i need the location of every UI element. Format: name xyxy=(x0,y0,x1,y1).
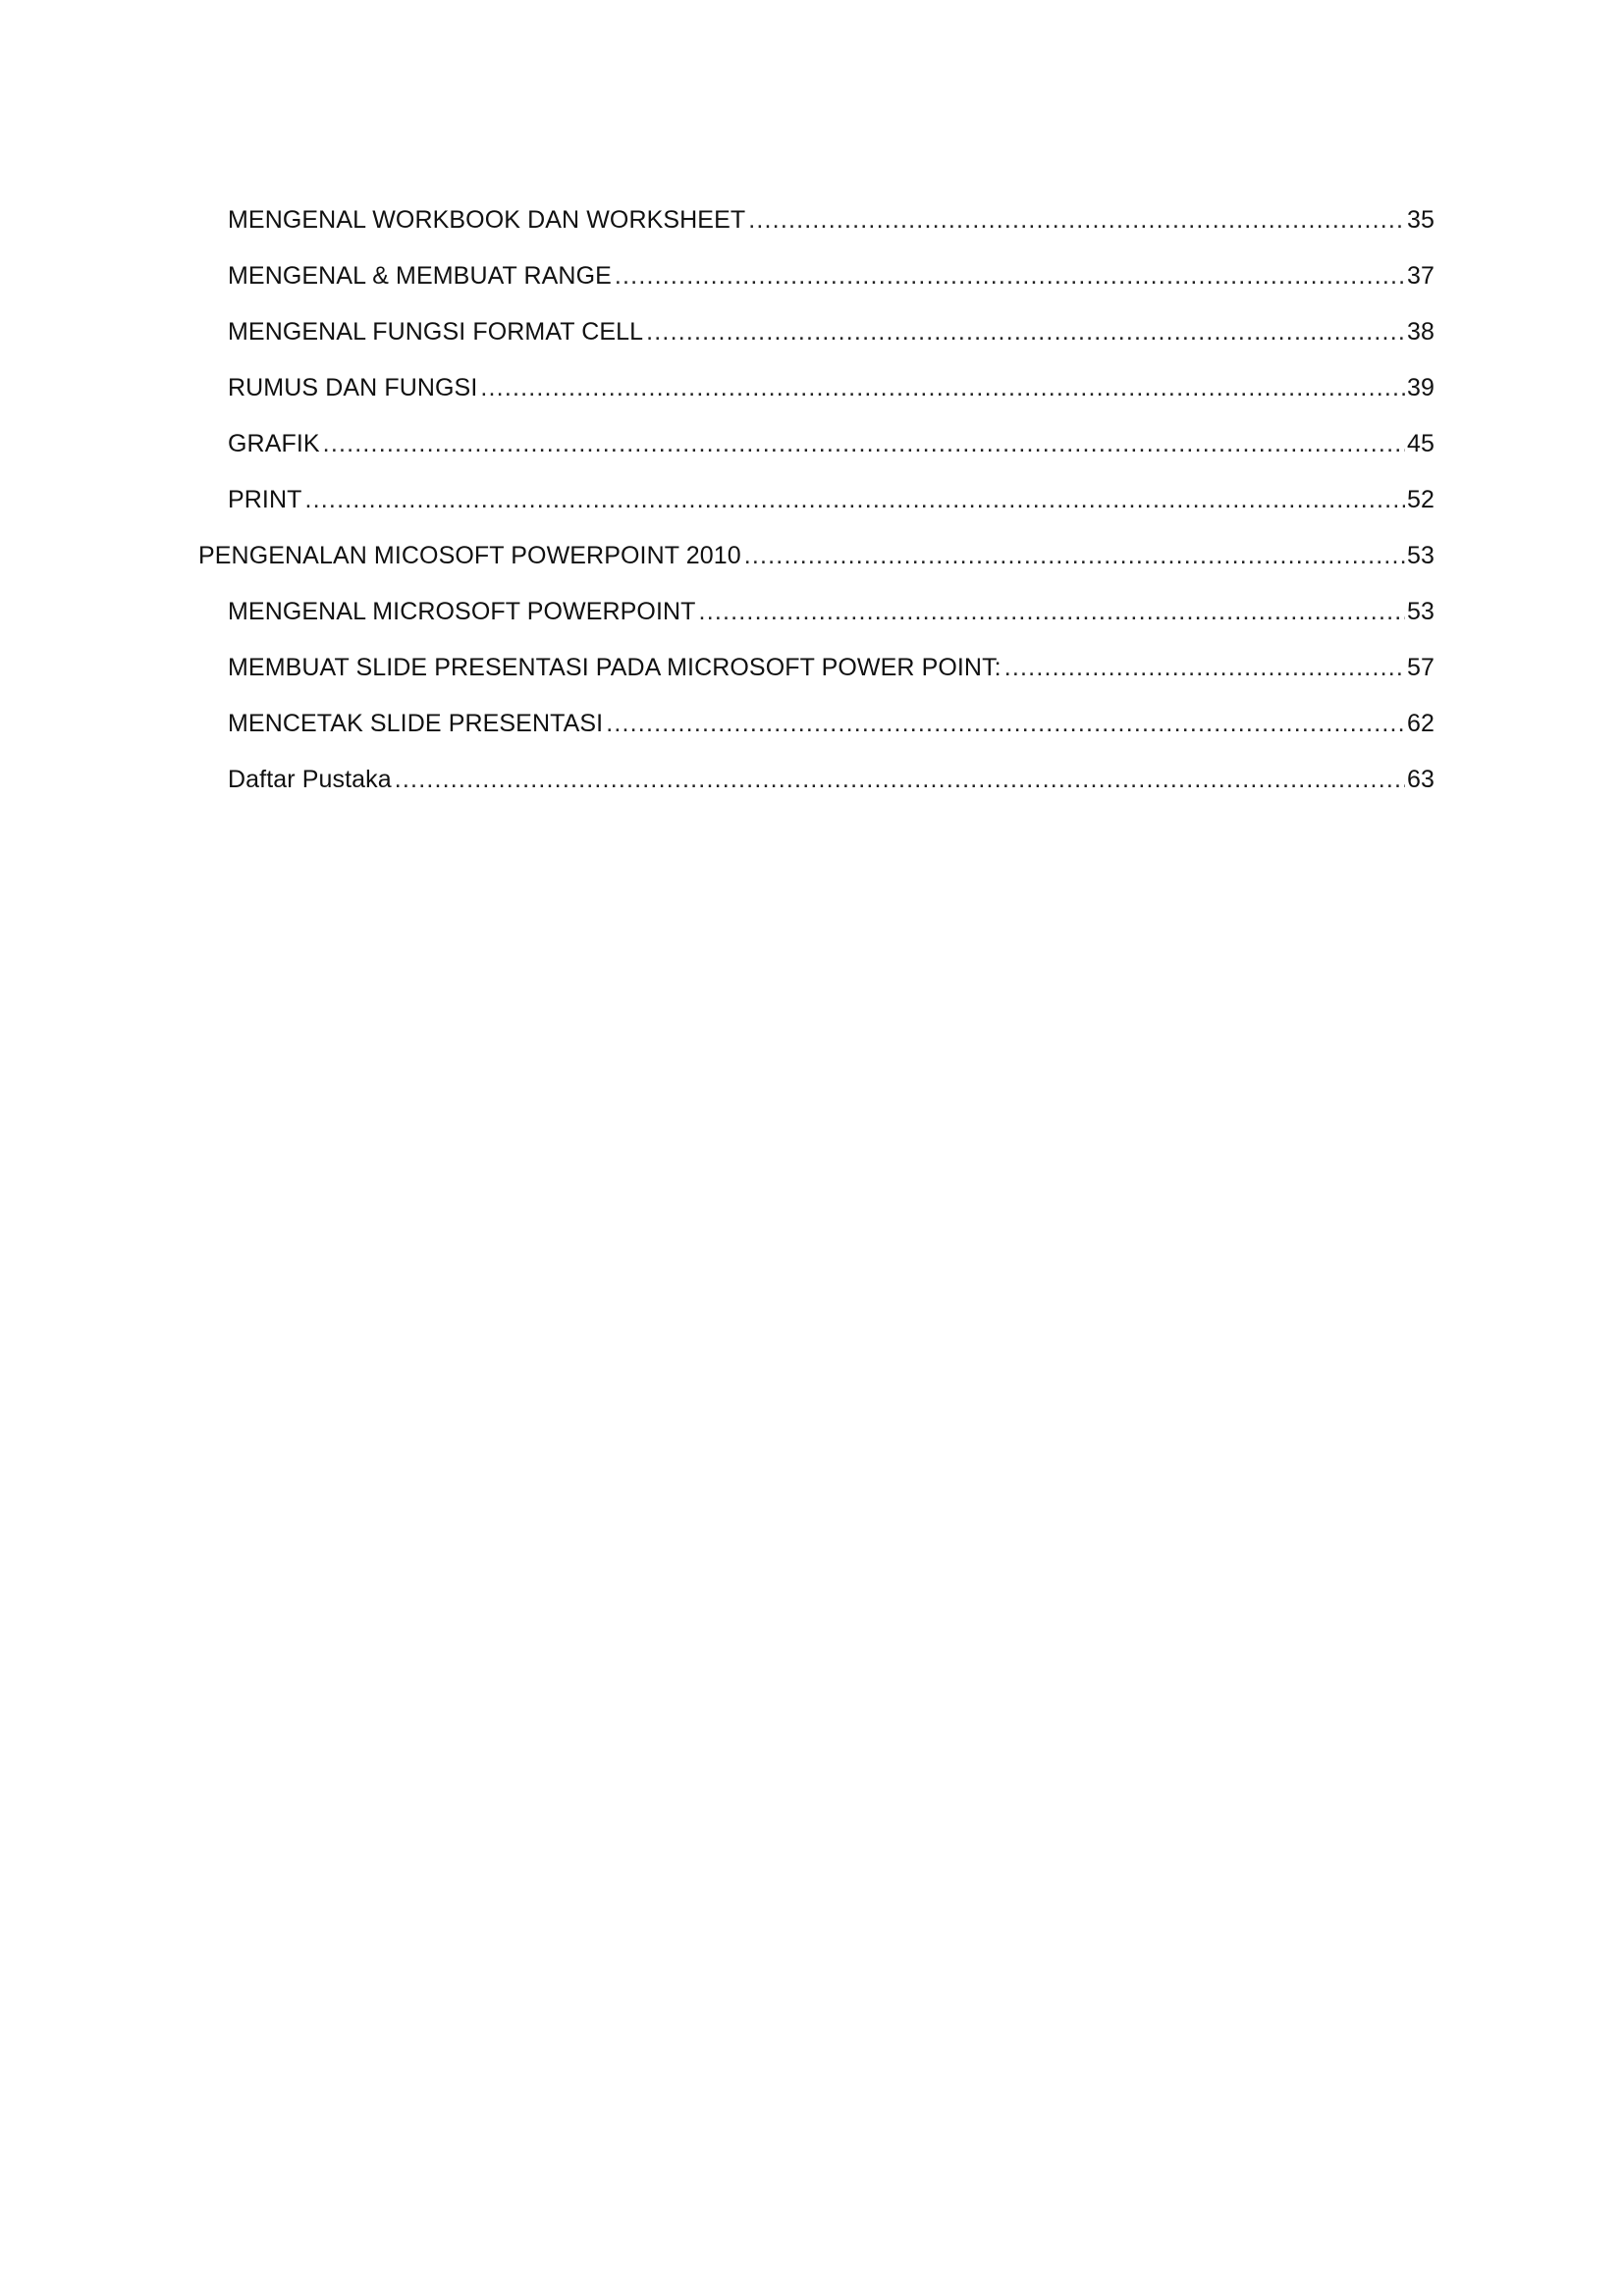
toc-entry-title: PENGENALAN MICOSOFT POWERPOINT 2010 xyxy=(198,542,741,569)
toc-page-number: 57 xyxy=(1406,654,1435,681)
toc-entry-title: RUMUS DAN FUNGSI xyxy=(228,374,478,401)
table-of-contents xyxy=(198,192,1435,808)
toc-entry-mencetak-slide[interactable] xyxy=(198,696,1435,752)
toc-entry-grafik[interactable] xyxy=(198,416,1435,472)
toc-dot-leader xyxy=(305,472,1405,528)
toc-entry-format-cell[interactable] xyxy=(198,304,1435,360)
toc-entry-title: MENGENAL FUNGSI FORMAT CELL xyxy=(228,318,644,346)
toc-dot-leader xyxy=(1004,640,1405,696)
toc-entry-title: MENCETAK SLIDE PRESENTASI xyxy=(228,710,604,737)
toc-entry-daftar-pustaka[interactable] xyxy=(198,752,1435,808)
toc-entry-title: MENGENAL & MEMBUAT RANGE xyxy=(228,262,612,290)
toc-entry-powerpoint-2010[interactable] xyxy=(198,528,1435,584)
toc-page-number: 35 xyxy=(1406,206,1435,234)
toc-entry-title: GRAFIK xyxy=(228,430,320,457)
toc-page-number: 38 xyxy=(1406,318,1435,346)
toc-dot-leader xyxy=(395,752,1405,808)
toc-page-number: 62 xyxy=(1406,710,1435,737)
toc-entry-rumus-fungsi[interactable] xyxy=(198,360,1435,416)
toc-page-number: 53 xyxy=(1406,542,1435,569)
toc-dot-leader xyxy=(323,416,1405,472)
toc-dot-leader xyxy=(480,360,1405,416)
toc-entry-range[interactable] xyxy=(198,248,1435,304)
toc-entry-membuat-slide[interactable] xyxy=(198,640,1435,696)
toc-page-number: 52 xyxy=(1406,486,1435,513)
toc-page-number: 45 xyxy=(1406,430,1435,457)
toc-entry-title: MENGENAL WORKBOOK DAN WORKSHEET xyxy=(228,206,746,234)
toc-entry-title: Daftar Pustaka xyxy=(228,766,392,793)
toc-dot-leader xyxy=(606,696,1405,752)
toc-page-number: 63 xyxy=(1406,766,1435,793)
toc-entry-title: PRINT xyxy=(228,486,302,513)
toc-entry-workbook-worksheet[interactable] xyxy=(198,192,1435,248)
toc-dot-leader xyxy=(744,528,1405,584)
toc-dot-leader xyxy=(615,248,1405,304)
toc-page-number: 53 xyxy=(1406,598,1435,625)
toc-entry-print[interactable] xyxy=(198,472,1435,528)
toc-entry-title: MEMBUAT SLIDE PRESENTASI PADA MICROSOFT POWER POINT: xyxy=(228,654,1001,681)
toc-dot-leader xyxy=(699,584,1405,640)
toc-page-number: 39 xyxy=(1406,374,1435,401)
toc-dot-leader xyxy=(748,192,1405,248)
toc-page-number: 37 xyxy=(1406,262,1435,290)
toc-entry-title: MENGENAL MICROSOFT POWERPOINT xyxy=(228,598,696,625)
toc-dot-leader xyxy=(646,304,1405,360)
toc-entry-mengenal-powerpoint[interactable] xyxy=(198,584,1435,640)
